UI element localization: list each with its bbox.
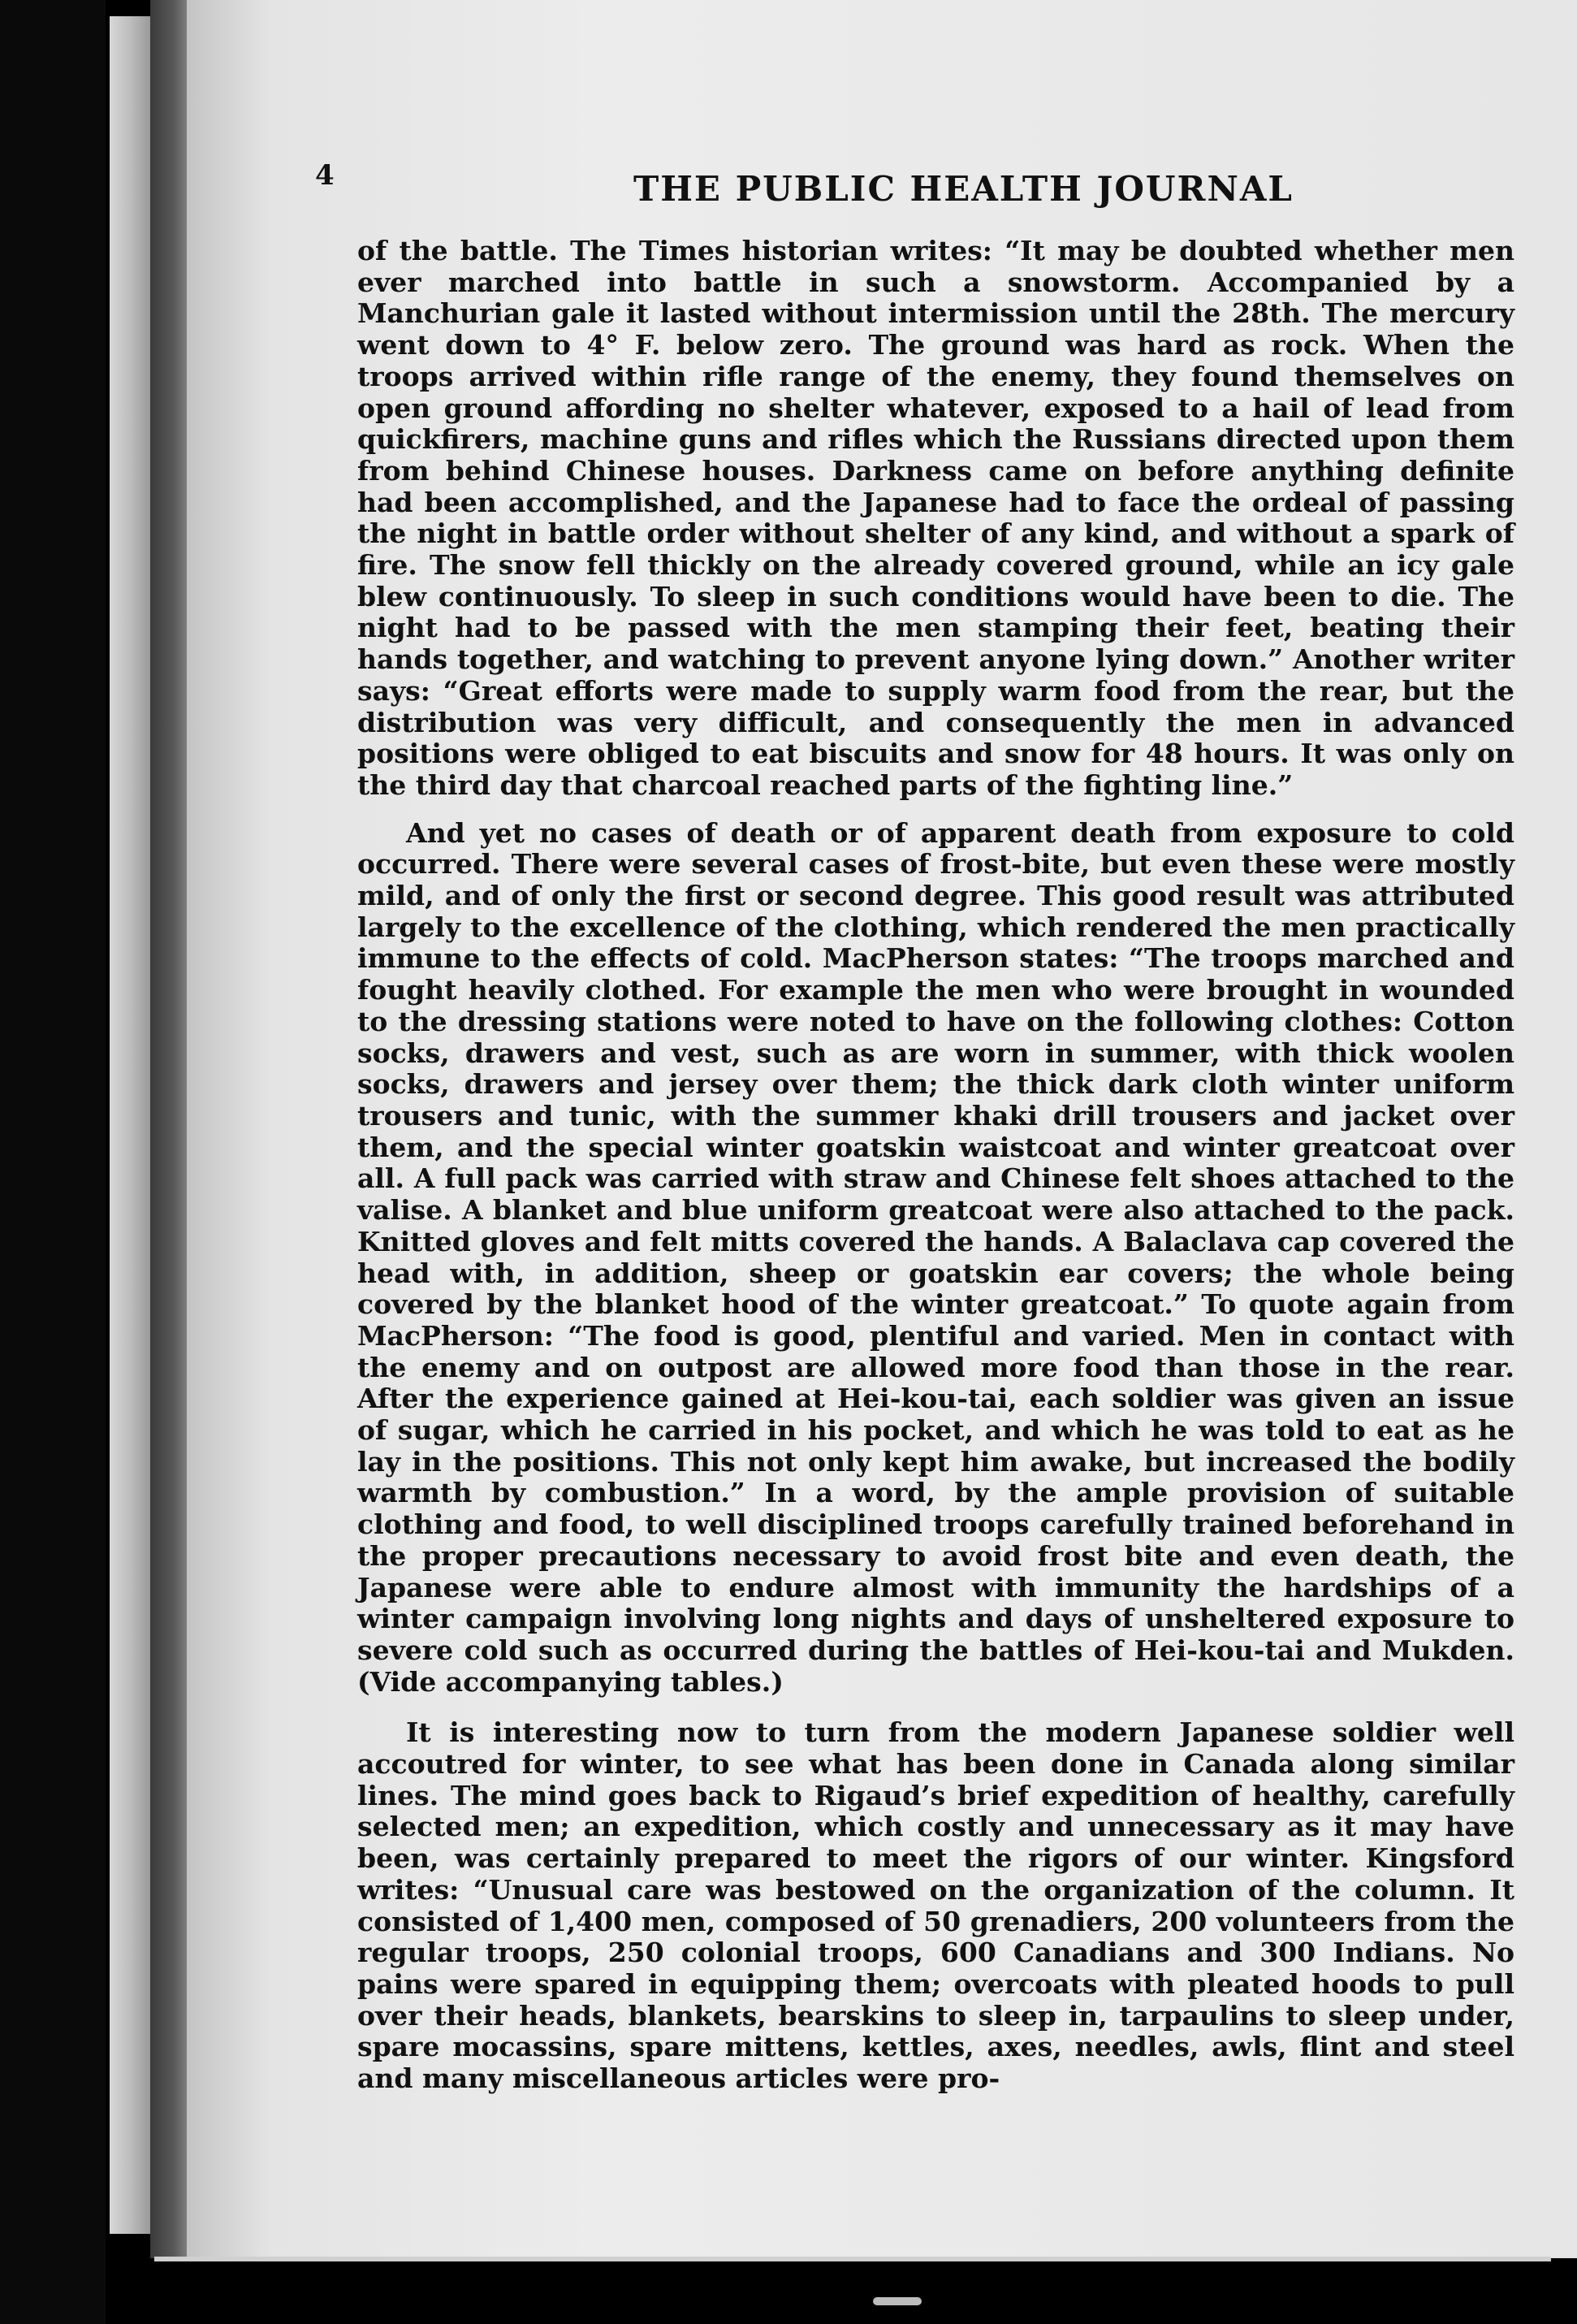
page-spine-shadow (150, 0, 191, 2258)
scan-left-border (0, 0, 106, 2324)
scan-mark (873, 2297, 922, 2305)
scan-edge-strip (110, 16, 150, 2234)
page-bottom-edge (154, 2257, 1551, 2261)
paragraph-2: And yet no cases of death or of apparent death from exposure to cold occurred. There were several cases of frost-bite, but even these were mostly mild, and of only the first or second degree. This good result was attributed largely to the excellence of the clothing, which rendered the men practically immune to the effects of cold. MacPherson states: “The troops marched and fought heavily clothed. For example the men who were brought in wounded to the dressing stations were noted to have on the following clothes: Cotton socks, drawers and vest, such as are worn in summer, with thick woolen socks, drawers and jersey over them; the thick dark cloth winter uniform trousers and tunic, with the summer khaki drill trousers and jacket over them, and the special winter goatskin waistcoat and winter greatcoat over all. A full pack was carried with straw and Chinese felt shoes attached to the valise. A blanket and blue uniform greatcoat were also attached to the pack. Knitted gloves and felt mitts covered the hands. A Balaclava cap covered the head with, in addition, sheep or goatskin ear covers; the whole being covered by the blanket hood of the winter greatcoat.” To quote again from MacPherson: “The food is good, plentiful and varied. Men in contact with the enemy and on outpost are allowed more food than those in the rear. After the experience gained at Hei-kou-tai, each soldier was given an issue of sugar, which he carried in his pocket, and which he was told to eat as he lay in the positions. This not only kept him awake, but increased the bodily warmth by combustion.” In a word, by the ample provision of suitable clothing and food, to well disciplined troops carefully trained beforehand in the proper precautions necessary to avoid frost bite and even death, the Japanese were able to endure almost with immunity the hardships of a winter campaign involving long nights and days of unsheltered exposure to severe cold such as occurred during the battles of Hei-kou-tai and Mukden. (Vide accompanying tables.) (357, 816, 1514, 1698)
paragraph-3: It is interesting now to turn from the modern Japanese soldier well accoutred for winter, to see what has been done in Canada along similar lines. The mind goes back to Rigaud’s brief expedition of healthy, carefully selected men; an expedition, which costly and unnecessary as it may have been, was certainly prepared to meet the rigors of our winter. Kingsford writes: “Unusual care was bestowed on the organization of the column. It consisted of 1,400 men, composed of 50 grenadiers, 200 volunteers from the regular troops, 250 colonial troops, 600 Canadians and 300 Indians. No pains were spared in equipping them; overcoats with pleated hoods to pull over their heads, blankets, bearskins to sleep in, tarpaulins to sleep under, spare mocassins, spare mittens, kettles, axes, needles, awls, flint and steel and many miscellaneous articles were pro- (357, 1716, 1514, 2095)
body-text (357, 236, 1514, 2095)
paragraph-1: of the battle. The Times historian writes: “It may be doubted whether men ever marched into battle in such a snowstorm. Accompanied by a Manchurian gale it lasted without intermission until the 28th. The mercury went down to 4° F. below zero. The ground was hard as rock. When the troops arrived within rifle range of the enemy, they found themselves on open ground affording no shelter whatever, exposed to a hail of lead from quickfirers, machine guns and rifles which the Russians directed upon them from behind Chinese houses. Darkness came on before anything definite had been accomplished, and the Japanese had to face the ordeal of passing the night in battle order without shelter of any kind, and without a spark of fire. The snow fell thickly on the already covered ground, while an icy gale blew continuously. To sleep in such conditions would have been to die. The night had to be passed with the men stamping their feet, beating their hands together, and watching to prevent anyone lying down.” Another writer says: “Great efforts were made to supply warm food from the rear, but the distribution was very difficult, and consequently the men in advanced positions were obliged to eat biscuits and snow for 48 hours. It was only on the third day that charcoal reached parts of the fighting line.” (357, 235, 1514, 801)
running-head: THE PUBLIC HEALTH JOURNAL (633, 169, 1294, 209)
page-number: 4 (315, 159, 335, 192)
